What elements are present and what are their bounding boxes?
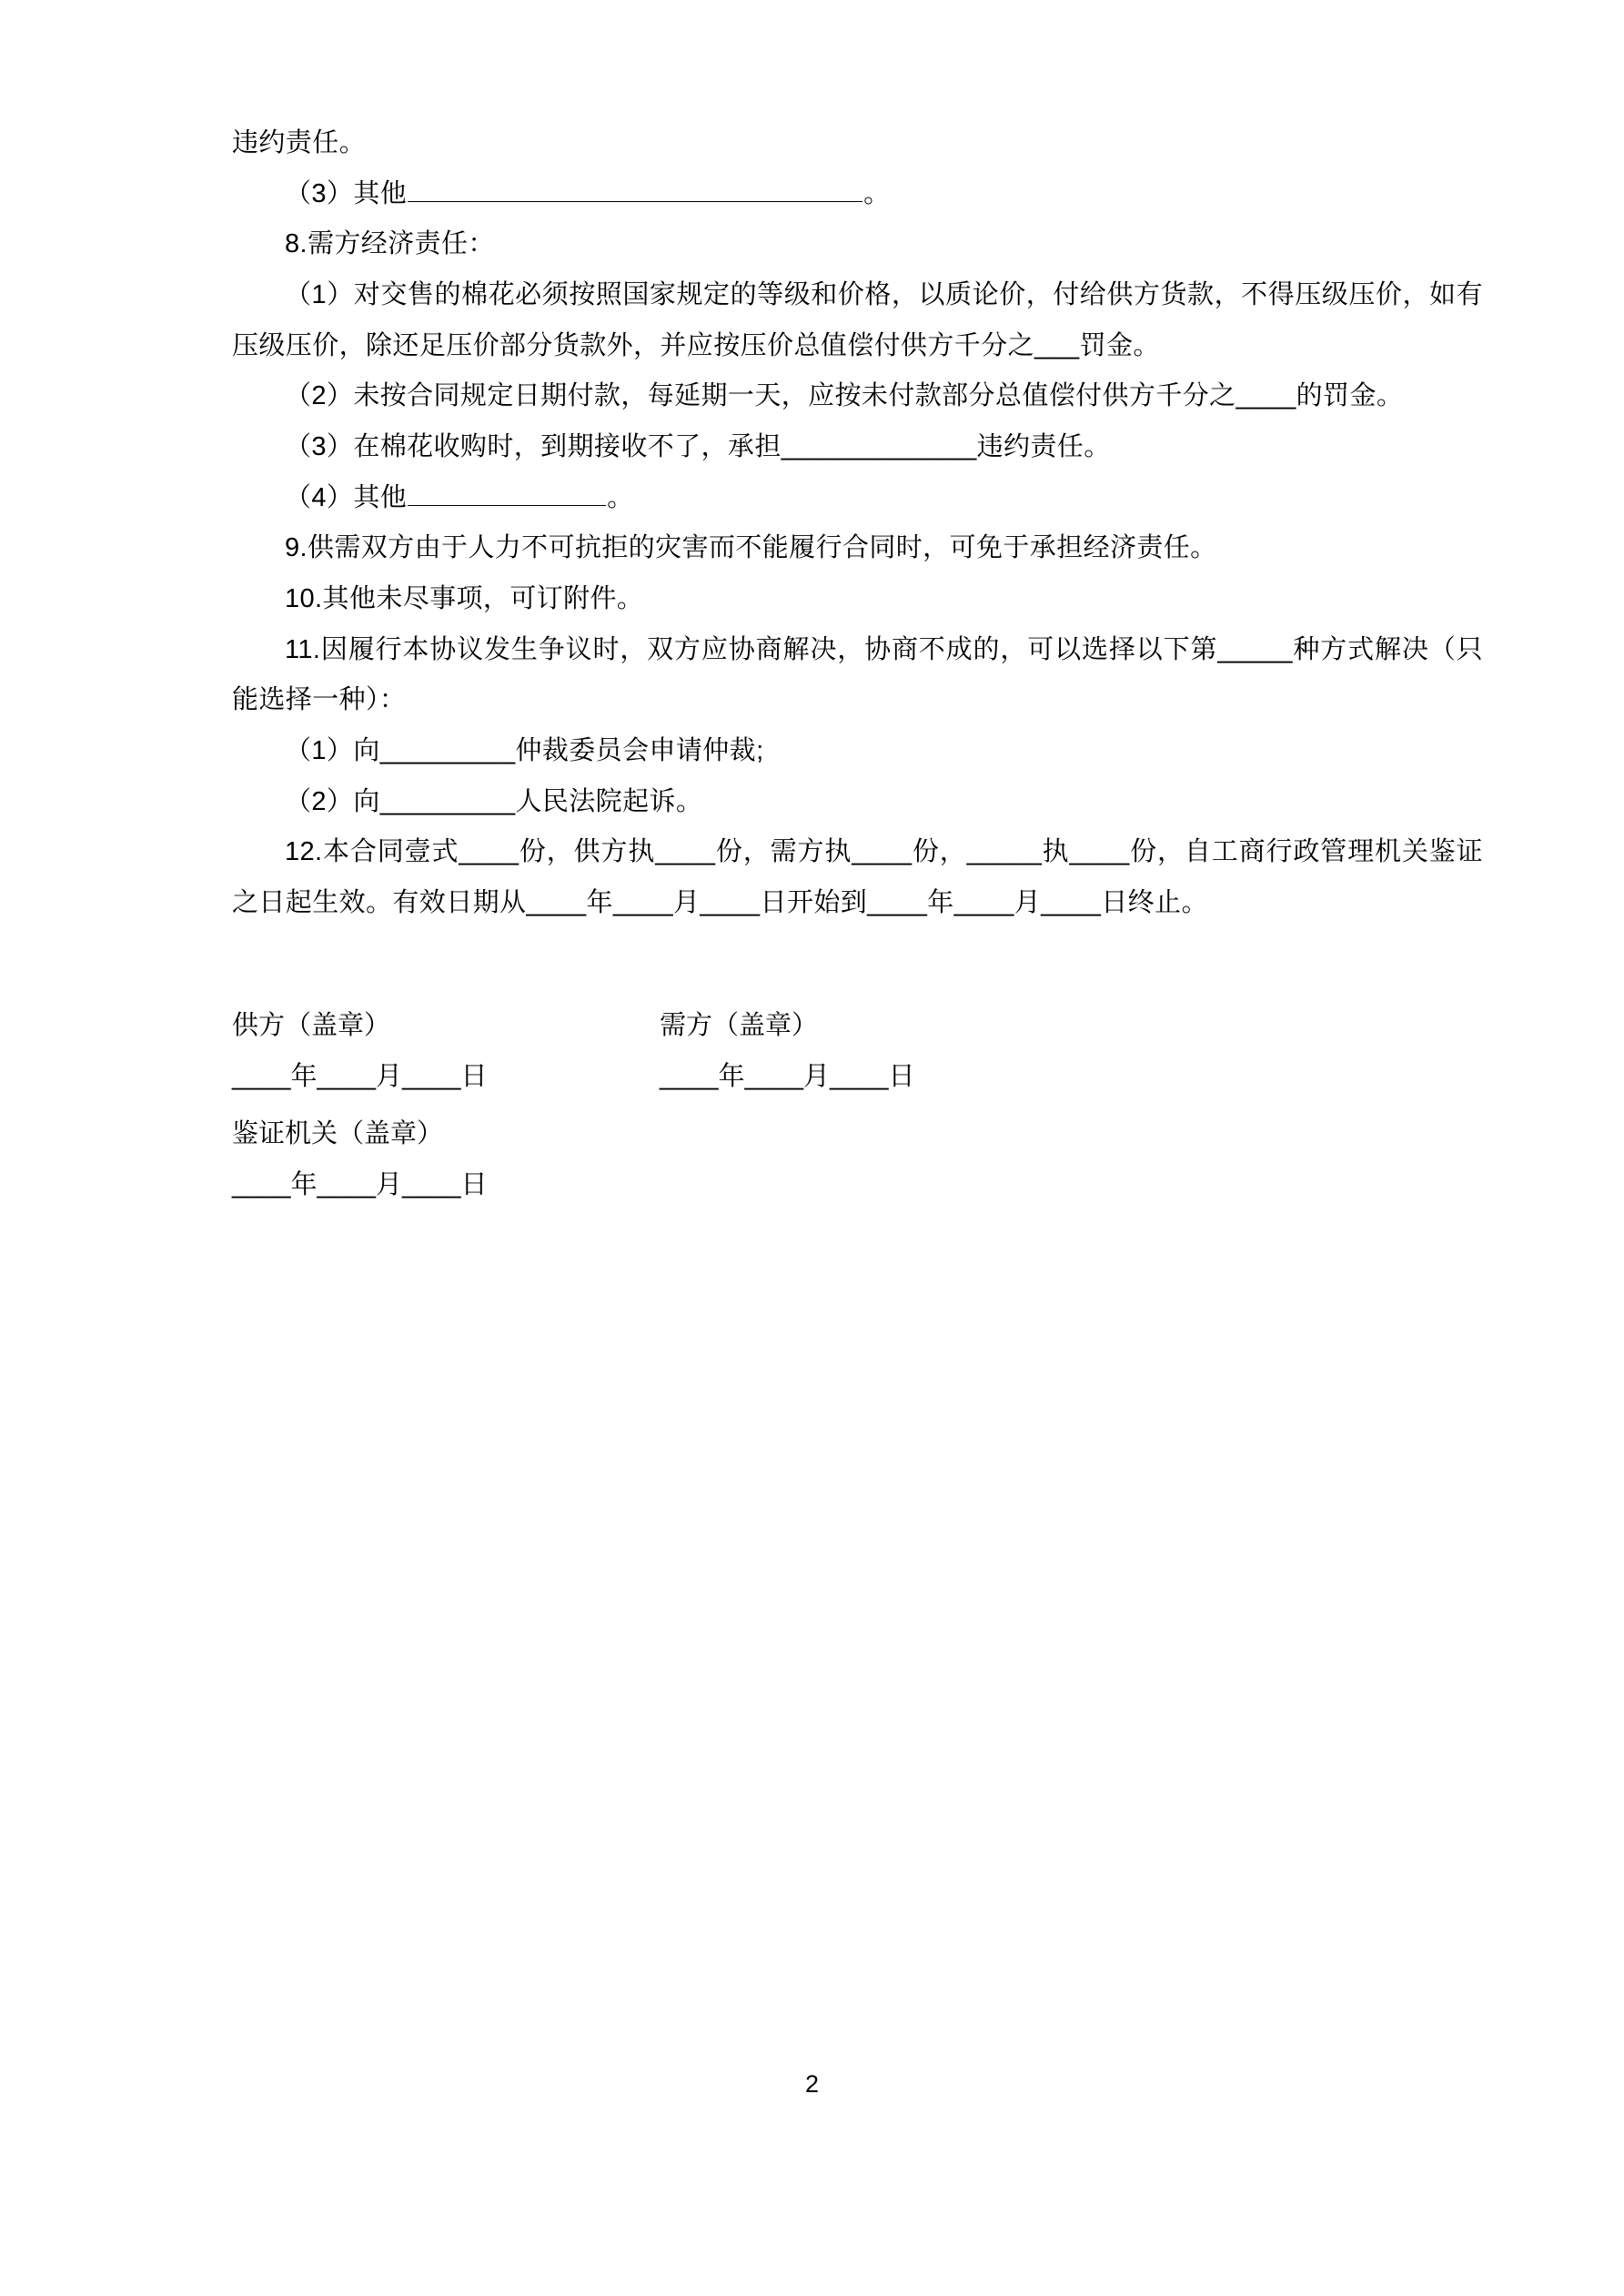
- document-body: [232, 118, 1483, 929]
- blank-field-8-4[interactable]: [408, 476, 606, 506]
- signature-section: [232, 1000, 1483, 1211]
- notary-date-field[interactable]: ____年____月____日: [232, 1170, 488, 1200]
- paragraph-10: 10.其他未尽事项，可订附件。: [285, 584, 644, 614]
- paragraph-8-1: （1）对交售的棉花必须按照国家规定的等级和价格，以质论价，付给供方货款，不得压级压价，如有压级压价，除还足压价部分货款外，并应按压价总值偿付供方千分之___罚金。: [232, 280, 1483, 360]
- paragraph-8-4-prefix: （4）其他: [285, 482, 408, 512]
- paragraph-11-1-arbitration: （1）向_________仲裁委员会申请仲裁;: [285, 736, 764, 766]
- paragraph-violation-continued: 违约责任。: [232, 128, 367, 157]
- paragraph-8-2: （2）未按合同规定日期付款，每延期一天，应按未付款部分总值偿付供方千分之____的罚金。: [285, 381, 1404, 411]
- paragraph-11-2-court: （2）向_________人民法院起诉。: [285, 786, 703, 816]
- paragraph-11: 11.因履行本协议发生争议时，双方应协商解决，协商不成的，可以选择以下第_____种方式解决（只能选择一种）：: [232, 634, 1483, 715]
- paragraph-9: 9.供需双方由于人力不可抗拒的灾害而不能履行合同时，可免于承担经济责任。: [285, 533, 1217, 563]
- paragraph-7-3-prefix: （3）其他: [285, 178, 408, 208]
- paragraph-8-4-other: [232, 473, 1483, 524]
- paragraph-8-3: （3）在棉花收购时，到期接收不了，承担_____________违约责任。: [285, 432, 1111, 462]
- signature-row-notary-date: [232, 1159, 1483, 1211]
- paragraph-12-copies: 12.本合同壹式____份，供方执____份，需方执____份，_____执____份，自工商行政管理机关鉴证之日起生效。有效日期从____年____月____日开始到____年____月____日终止。: [232, 837, 1483, 918]
- signature-row-notary: [232, 1108, 1483, 1160]
- paragraph-8-4-suffix: 。: [607, 482, 634, 512]
- paragraph-7-3-other: [232, 169, 1483, 220]
- heading-8-buyer-responsibility: 8.需方经济责任：: [285, 229, 495, 259]
- supplier-seal-label: 供方（盖章）: [232, 1010, 391, 1040]
- page-number: 2: [804, 2070, 820, 2098]
- blank-field-7-3[interactable]: [408, 172, 862, 202]
- buyer-seal-label: 需方（盖章）: [660, 1010, 819, 1040]
- paragraph-7-3-suffix: 。: [863, 178, 891, 208]
- signature-row-parties: [232, 1000, 1483, 1052]
- notary-seal-label: 鉴证机关（盖章）: [232, 1118, 444, 1148]
- signature-row-dates: [232, 1051, 1483, 1103]
- supplier-date-field[interactable]: ____年____月____日: [232, 1062, 488, 1092]
- buyer-date-field[interactable]: ____年____月____日: [660, 1062, 915, 1092]
